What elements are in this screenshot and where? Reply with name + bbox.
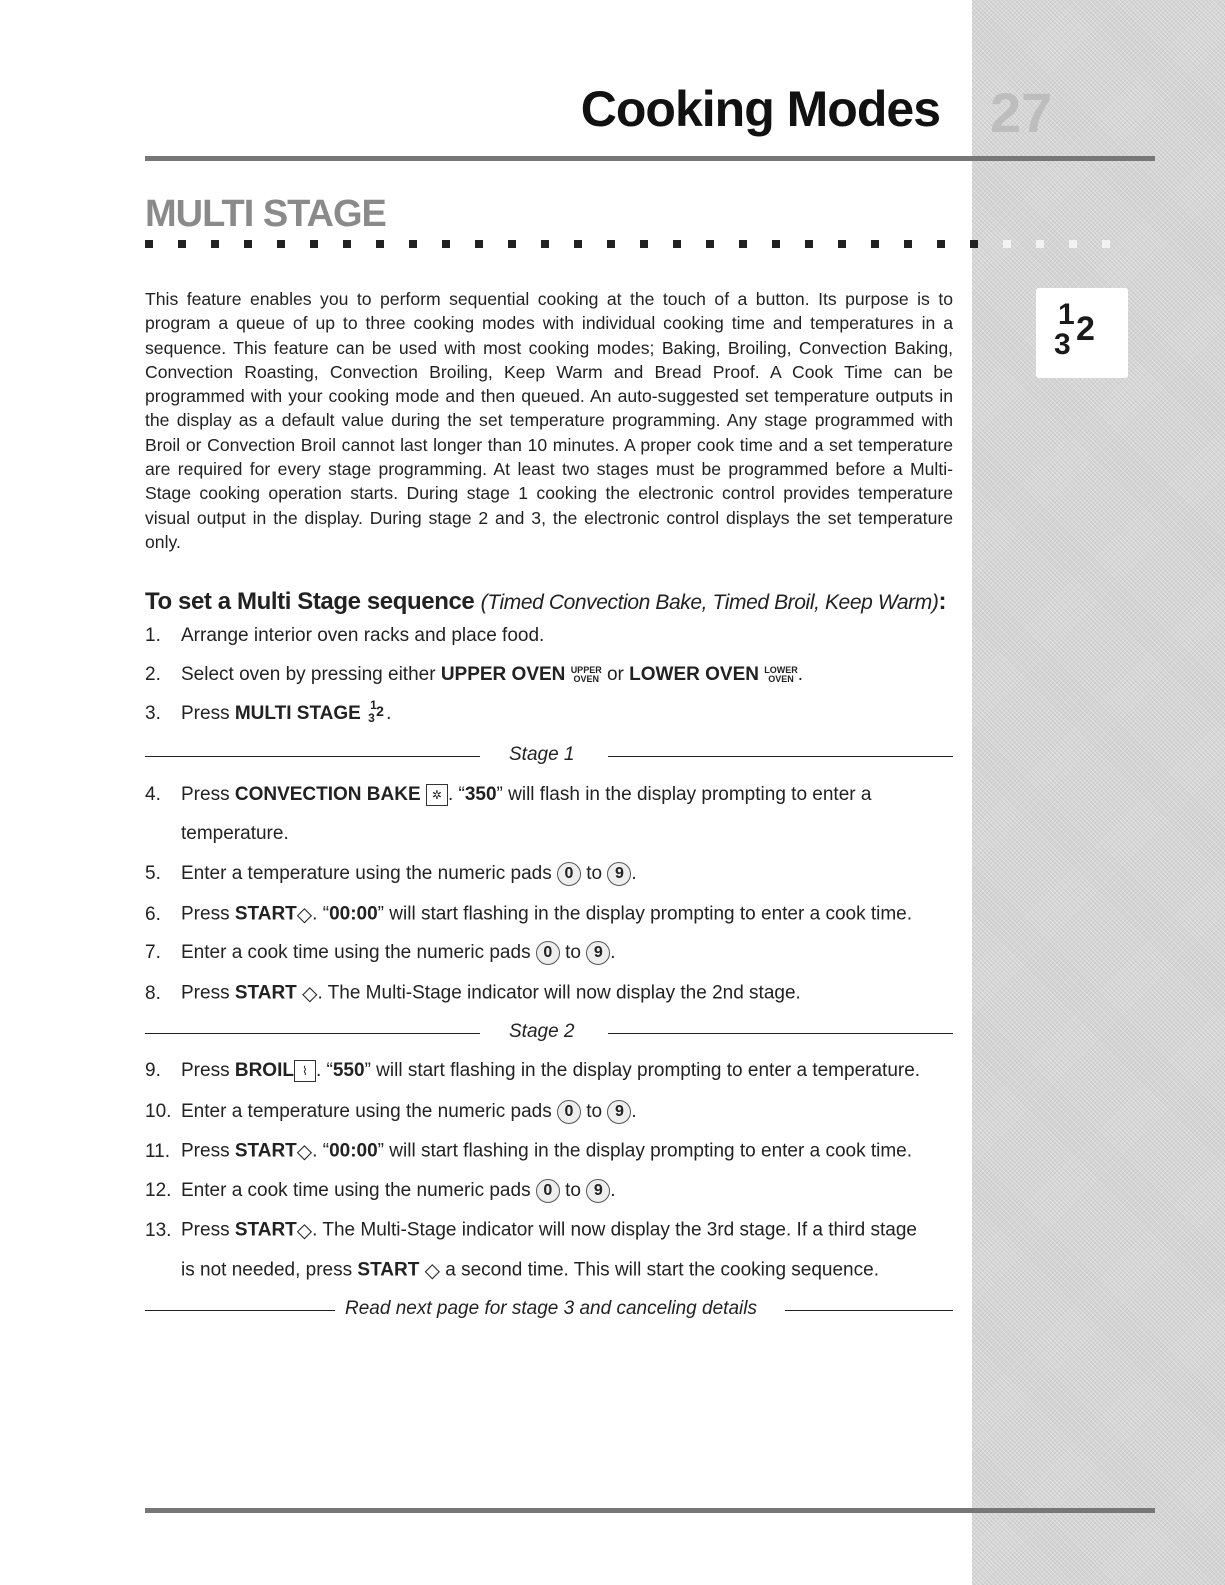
step-text: Press: [181, 982, 235, 1004]
step-number: 12.: [145, 1180, 172, 1202]
rule-dot: [1069, 240, 1077, 248]
steps-heading-sub: (Timed Convection Bake, Timed Broil, Keep Warm): [480, 591, 939, 614]
rule-dot: [376, 240, 384, 248]
start-label: START: [357, 1259, 420, 1281]
lower-oven-icon: LOWER OVEN: [764, 664, 798, 684]
step-text: ” will flash in the display prompting to enter a: [496, 784, 872, 806]
step-3: 3. Press MULTI STAGE 1 2 3 .: [145, 698, 392, 725]
step-text: . “: [312, 1140, 330, 1162]
step-10: 10. Enter a temperature using the numeric pads 0 to 9 .: [145, 1101, 637, 1123]
frac-digit-3: 3: [1054, 328, 1071, 361]
rule-dot: [937, 240, 945, 248]
pad-0-icon: 0: [557, 1100, 581, 1124]
rule-dot: [475, 240, 483, 248]
rule-dot: [772, 240, 780, 248]
rule-dot: [508, 240, 516, 248]
steps-heading-colon: :: [938, 588, 947, 615]
step-5: 5. Enter a temperature using the numeric pads 0 to 9 .: [145, 863, 637, 885]
frac-digit-1: 1: [1058, 298, 1075, 331]
pad-0-icon: 0: [536, 1179, 560, 1203]
multi-stage-label: MULTI STAGE: [234, 703, 361, 725]
step-11: [145, 1139, 953, 1164]
rule-dot: [541, 240, 549, 248]
stage-1-label: Stage 1: [509, 744, 575, 765]
step-text: Press: [181, 1060, 235, 1082]
steps-heading: [145, 588, 946, 616]
step-text: Press: [181, 1219, 235, 1241]
start-icon: ◇: [296, 904, 313, 926]
rule-dot: [706, 240, 714, 248]
upper-oven-label: UPPER OVEN: [440, 664, 566, 685]
step-text: to: [580, 863, 608, 885]
footer-note: Read next page for stage 3 and canceling details: [345, 1298, 757, 1319]
step-text: ” will start flashing in the display prompting to enter a cook time.: [377, 1140, 913, 1162]
step-number: 2.: [145, 664, 161, 685]
section-title: MULTI STAGE: [145, 193, 386, 235]
step-13-continued: [181, 1258, 879, 1283]
step-text: . The Multi-Stage indicator will now display the 2nd stage.: [317, 982, 801, 1004]
rule-dot: [211, 240, 219, 248]
rule-dot: [574, 240, 582, 248]
step-text: is not needed, press: [181, 1259, 358, 1281]
stage-2-divider: [145, 1021, 953, 1045]
step-text: Select oven by pressing either: [181, 664, 441, 685]
lower-oven-label: LOWER OVEN: [629, 664, 759, 685]
steps-heading-main: To set a Multi Stage sequence: [145, 588, 475, 615]
rule-dot: [310, 240, 318, 248]
step-8: [145, 981, 953, 1006]
step-6: [145, 902, 953, 927]
rule-dot: [805, 240, 813, 248]
rule-dot: [1102, 240, 1110, 248]
multi-stage-icon: [1036, 288, 1128, 378]
step-text: . “: [447, 784, 465, 806]
step-13: [145, 1218, 953, 1243]
multi-stage-small-icon: 1 2 3: [368, 698, 384, 725]
start-label: START: [234, 903, 297, 925]
start-label: START: [234, 1219, 297, 1241]
rule-dot: [442, 240, 450, 248]
value-0000: 00:00: [329, 903, 378, 925]
step-number: 9.: [145, 1060, 161, 1082]
step-text: Enter a temperature using the numeric pads: [181, 863, 557, 885]
page-title: Cooking Modes: [580, 81, 940, 137]
rule-dot: [277, 240, 285, 248]
step-text: Press: [181, 784, 235, 806]
rule-dot: [871, 240, 879, 248]
step-number: 5.: [145, 863, 161, 885]
step-number: 8.: [145, 982, 161, 1004]
pad-9-icon: 9: [607, 1100, 631, 1124]
broil-icon: ⌇: [294, 1060, 316, 1082]
start-label: START: [234, 982, 297, 1004]
rule-dot: [739, 240, 747, 248]
start-icon: ◇: [302, 983, 318, 1005]
rule-dot: [904, 240, 912, 248]
rule-dot: [1036, 240, 1044, 248]
header-rule: [145, 156, 1155, 161]
stage-2-label: Stage 2: [509, 1021, 575, 1042]
step-text: ” will start flashing in the display prompting to enter a cook time.: [377, 903, 913, 925]
start-icon: ◇: [296, 1220, 313, 1242]
rule-dot: [970, 240, 978, 248]
step-text: Arrange interior oven racks and place food.: [181, 625, 545, 646]
footer-rule: [145, 1508, 1155, 1513]
rule-dot: [1003, 240, 1011, 248]
step-number: 11.: [145, 1140, 171, 1162]
pad-9-icon: 9: [586, 941, 610, 965]
pad-0-icon: 0: [536, 941, 560, 965]
start-icon: ◇: [296, 1141, 313, 1163]
convection-fan-icon: ✲: [426, 784, 448, 806]
section-dot-rule: [145, 240, 1155, 250]
step-number: 4.: [145, 784, 161, 806]
step-text: to: [559, 942, 587, 964]
step-text: Press: [181, 903, 235, 925]
convection-bake-label: CONVECTION BAKE: [234, 784, 421, 806]
step-9: [145, 1060, 953, 1082]
step-text: . The Multi-Stage indicator will now display the 3rd stage. If a third stage: [312, 1219, 917, 1241]
step-number: 10.: [145, 1101, 172, 1123]
step-text: to: [580, 1101, 608, 1123]
step-4-continued: temperature.: [181, 823, 289, 844]
footer-divider: [145, 1298, 953, 1322]
step-text: Enter a cook time using the numeric pads: [181, 1180, 536, 1202]
rule-dot: [607, 240, 615, 248]
frac-digit-2: 2: [1076, 310, 1095, 348]
pad-0-icon: 0: [557, 862, 581, 886]
value-350: 350: [464, 784, 497, 806]
step-text: . “: [315, 1060, 333, 1082]
pad-9-icon: 9: [586, 1179, 610, 1203]
rule-dot: [178, 240, 186, 248]
rule-dot: [343, 240, 351, 248]
step-1: [145, 625, 953, 647]
step-text: to: [559, 1180, 587, 1202]
step-12: 12. Enter a cook time using the numeric pads 0 to 9 .: [145, 1180, 616, 1202]
step-text: Enter a cook time using the numeric pads: [181, 942, 536, 964]
step-text: Press: [181, 1140, 235, 1162]
rule-dot: [838, 240, 846, 248]
value-550: 550: [332, 1060, 365, 1082]
stage-1-divider: [145, 744, 953, 768]
value-0000: 00:00: [329, 1140, 378, 1162]
side-tab-band: [972, 0, 1225, 1585]
start-icon: ◇: [424, 1260, 440, 1282]
rule-dot: [409, 240, 417, 248]
step-2: 2. Select oven by pressing either UPPER OVEN UPPER OVEN or LOWER OVEN LOWER OVEN .: [145, 664, 804, 685]
step-number: 7.: [145, 942, 161, 964]
step-text: Press: [181, 703, 235, 725]
step-7: 7. Enter a cook time using the numeric pads 0 to 9 .: [145, 942, 616, 964]
step-text: or: [601, 664, 630, 685]
rule-dot: [673, 240, 681, 248]
step-text: ” will start flashing in the display prompting to enter a temperature.: [364, 1060, 921, 1082]
rule-dot: [640, 240, 648, 248]
rule-dot: [244, 240, 252, 248]
page-number: 27: [990, 81, 1053, 144]
step-text: a second time. This will start the cooking sequence.: [445, 1259, 879, 1281]
intro-paragraph: This feature enables you to perform sequential cooking at the touch of a button. Its purpose is to program a queue of up to three cooking modes with individual cooking time and temperatures in a sequence. This feature can be used with most cooking modes; Baking, Broiling, Convection Baking, Convection Roasting, Convection Broiling, Keep Warm and Bread Proof. A Cook Time can be programmed with your cooking mode and then queued. An auto-suggested set temperature outputs in the display as a default value during the set temperature programming. Any stage programmed with Broil or Convection Broil cannot last longer than 10 minutes. A proper cook time and a set temperature are required for every stage programming. At least two stages must be programmed before a Multi-Stage cooking operation starts. During stage 1 cooking the electronic control provides temperature visual output in the display. During stage 2 and 3, the electronic control displays the set temperature only.: [145, 289, 953, 552]
upper-oven-icon: UPPER OVEN: [570, 664, 602, 684]
step-number: 6.: [145, 903, 161, 925]
step-number: 13.: [145, 1219, 172, 1241]
step-number: 1.: [145, 625, 161, 646]
pad-9-icon: 9: [607, 862, 631, 886]
step-text: Enter a temperature using the numeric pads: [181, 1101, 557, 1123]
step-4: [145, 784, 953, 806]
rule-dot: [145, 240, 153, 248]
step-text: . “: [312, 903, 330, 925]
broil-label: BROIL: [234, 1060, 294, 1082]
start-label: START: [234, 1140, 297, 1162]
step-number: 3.: [145, 703, 161, 725]
